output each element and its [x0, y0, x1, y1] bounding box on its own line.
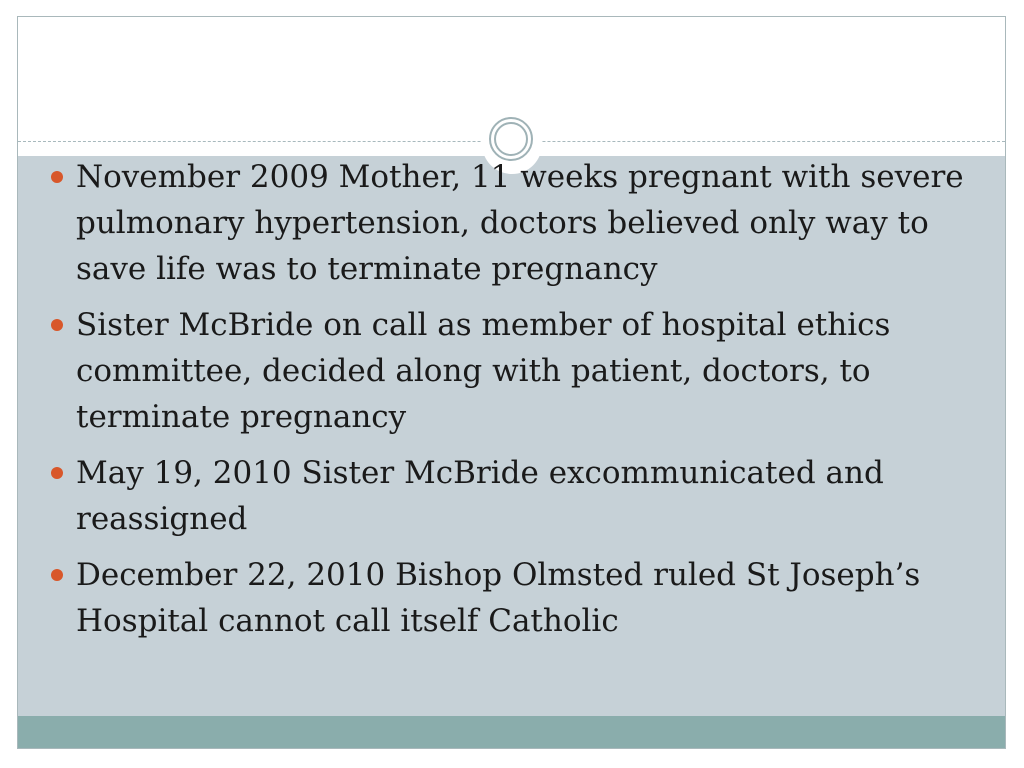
bullet-item	[48, 302, 988, 440]
bullet-dot-icon	[51, 569, 63, 581]
bullet-list	[48, 154, 988, 654]
bullet-text: December 22, 2010 Bishop Olmsted ruled St Joseph’s Hospital cannot call itself Catholic	[76, 557, 921, 639]
bullet-item	[48, 450, 988, 542]
bullet-dot-icon	[51, 319, 63, 331]
bullet-item	[48, 552, 988, 644]
bullet-dot-icon	[51, 467, 63, 479]
bullet-item	[48, 154, 988, 292]
bullet-text: November 2009 Mother, 11 weeks pregnant with severe pulmonary hypertension, doctors believed only way to save life was to terminate pregnancy	[76, 159, 964, 287]
bullet-dot-icon	[51, 171, 63, 183]
circle-ornament-inner-ring	[494, 122, 528, 156]
bullet-text: May 19, 2010 Sister McBride excommunicated and reassigned	[76, 455, 884, 537]
bullet-text: Sister McBride on call as member of hospital ethics committee, decided along with patient, doctors, to terminate pregnancy	[76, 307, 891, 435]
footer-band	[18, 716, 1005, 748]
